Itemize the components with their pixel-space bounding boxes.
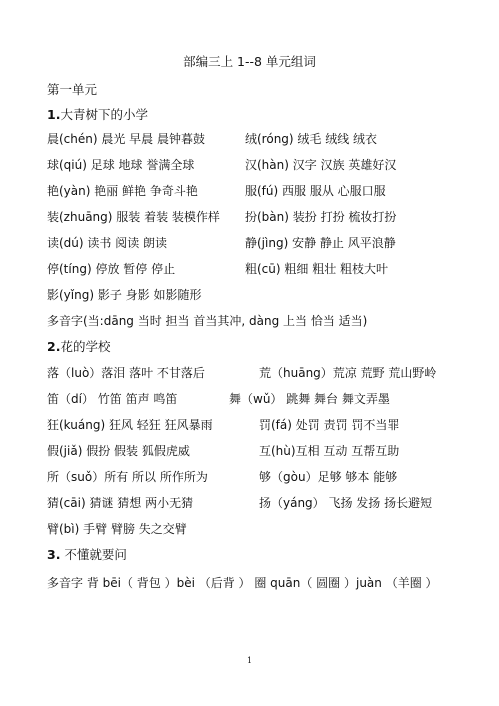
word-group-left: 装(zhuāng) 服装 着装 装模作样 (47, 210, 220, 224)
word-row (47, 468, 398, 486)
word-group-left: 艳(yàn) 艳丽 鲜艳 争奇斗艳 (47, 184, 198, 198)
page-title: 部编三上 1--8 单元组词 (183, 54, 316, 69)
word-row (47, 182, 386, 200)
unit-heading: 第一单元 (47, 82, 98, 97)
word-row (47, 312, 367, 330)
lesson-number: 1. (47, 107, 61, 122)
lesson-number: 2. (47, 339, 61, 354)
word-group-left: 所（suǒ）所有 所以 所作所为 (47, 470, 208, 484)
word-row (47, 156, 397, 174)
word-row (47, 442, 400, 460)
word-group-right: 舞（wǔ） 跳舞 舞台 舞文弄墨 (229, 392, 390, 406)
word-group-right: 扬（yáng） 飞扬 发扬 扬长避短 (259, 496, 433, 510)
word-group-left: 停(tíng) 停放 暂停 停止 (47, 262, 176, 276)
word-row (47, 286, 201, 304)
word-group-left: 落（luò）落泪 落叶 不甘落后 (47, 366, 205, 380)
lesson-heading (47, 546, 127, 564)
word-row (47, 130, 378, 148)
word-group-right: 扮(bàn) 装扮 打扮 梳妆打扮 (245, 210, 397, 224)
lesson-title: 不懂就要问 (60, 547, 127, 562)
word-group-right: 绒(róng) 绒毛 绒线 绒衣 (245, 132, 378, 146)
word-group-left: 影(yǐng) 影子 身影 如影随形 (47, 288, 202, 302)
lesson-number: 3. (47, 547, 61, 562)
word-row (47, 364, 437, 382)
lesson-title: 花的学校 (60, 339, 111, 354)
word-group-right: 互(hù)互相 互动 互帮互助 (259, 444, 400, 458)
lesson-heading (47, 106, 148, 124)
word-group-left: 读(dú) 读书 阅读 朗读 (47, 236, 168, 250)
lesson-heading (47, 338, 110, 356)
word-row (47, 390, 390, 408)
lesson-title: 大青树下的小学 (60, 107, 148, 122)
word-group-right: 够（gòu）足够 够本 能够 (259, 470, 398, 484)
word-group-left: 假(jiǎ) 假扮 假装 狐假虎威 (47, 444, 190, 458)
page-number: 1 (246, 656, 253, 665)
word-group-right: 服(fú) 西服 服从 心服口服 (245, 184, 386, 198)
word-row (47, 234, 396, 252)
word-group-right: 粗(cū) 粗细 粗壮 粗枝大叶 (245, 262, 389, 276)
word-row (47, 574, 438, 592)
word-group-right: 静(jìng) 安静 静止 风平浪静 (245, 236, 396, 250)
polyphone-row: 多音字 背 bēi（ 背包 ）bèi （后背 ） 圈 quān（ 圆圈 ）juàn （羊圈 ） (47, 576, 438, 590)
word-group-left: 球(qiú) 足球 地球 誉满全球 (47, 158, 195, 172)
word-group-right: 汉(hàn) 汉字 汉族 英雄好汉 (245, 158, 397, 172)
word-group-right: 荒（huāng）荒凉 荒野 荒山野岭 (259, 366, 437, 380)
word-row (47, 416, 400, 434)
word-group-right: 罚(fá) 处罚 责罚 罚不当罪 (259, 418, 400, 432)
word-group-left: 臂(bì) 手臂 臂膀 失之交臂 (47, 522, 187, 536)
word-row (47, 260, 389, 278)
word-row (47, 494, 433, 512)
word-group-left: 狂(kuáng) 狂风 轻狂 狂风暴雨 (47, 418, 213, 432)
word-group-left: 晨(chén) 晨光 早晨 晨钟暮鼓 (47, 132, 205, 146)
word-row (47, 208, 397, 226)
word-group-left: 猜(cāi) 猜谜 猜想 两小无猜 (47, 496, 194, 510)
word-row (47, 520, 187, 538)
word-group-left: 笛（dí） 竹笛 笛声 鸣笛 (47, 392, 178, 406)
polyphone-row: 多音字(当:dāng 当时 担当 首当其冲, dàng 上当 恰当 适当) (47, 314, 368, 328)
